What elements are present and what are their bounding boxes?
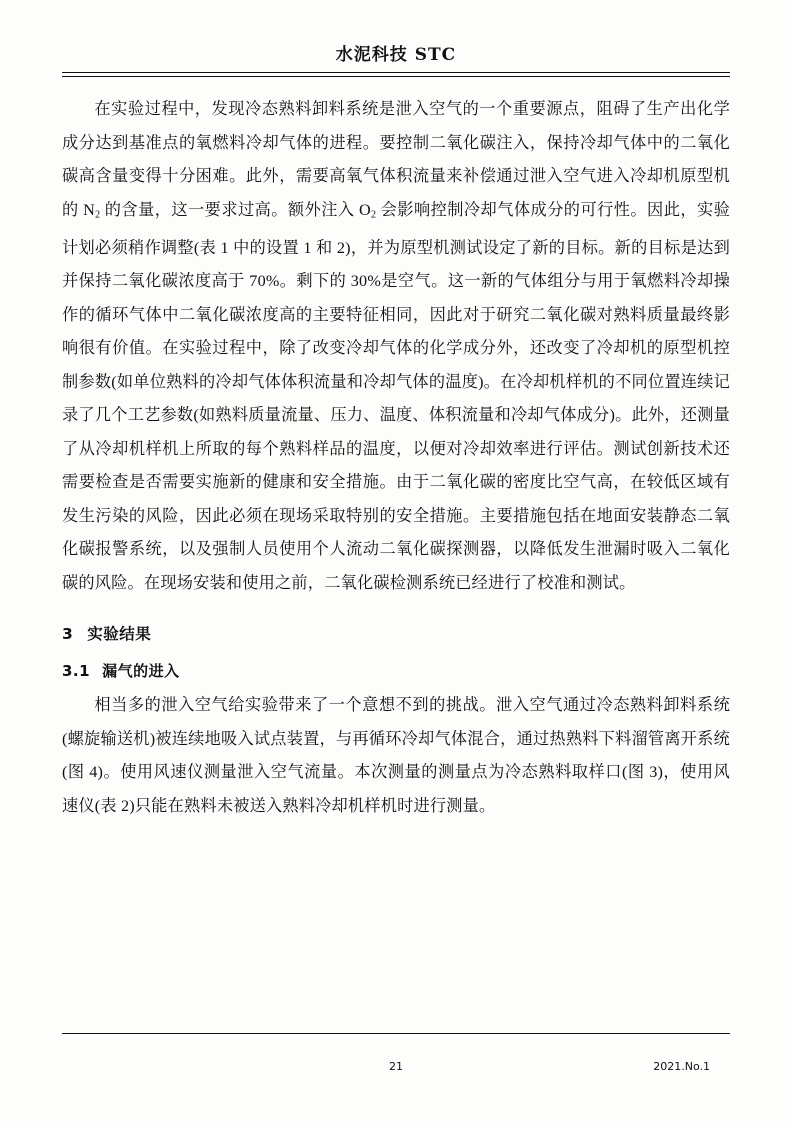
body-text [62, 93, 730, 600]
page-content [62, 40, 730, 1080]
subsection-heading-3-1 [62, 660, 730, 681]
header-title: 水泥科技 STC [335, 45, 457, 65]
header-rule-thin [62, 76, 730, 77]
footer-page-number: 21 [389, 1060, 403, 1073]
body-text-section-3-1 [62, 689, 730, 823]
footer-rule [62, 1033, 730, 1034]
paragraph-intro-part3: 会影响控制冷却气体成分的可行性。因此，实验计划必须稍作调整(表 1 中的设置 1 和 2)，并为原型机测试设定了新的目标。新的目标是达到并保持二氧化碳浓度高于 70%。剩下的 30%是空气。这一新的气体组分与用于氧燃料冷却操作的循环气体中二氧化碳浓度高的主要特征相同，因此对于研究二氧化碳对熟料质量最终影响很有价值。在实验过程中，除了改变冷却气体的化学成分外，还改变了冷却机的原型机控制参数(如单位熟料的冷却气体体积流量和冷却气体的温度)。在冷却机样机的不同位置连续记录了几个工艺参数(如熟料质量流量、压力、温度、体积流量和冷却气体成分)。此外，还测量了从冷却机样机上所取的每个熟料样品的温度，以便对冷却效率进行评估。测试创新技术还需要检查是否需要实施新的健康和安全措施。由于二氧化碳的密度比空气高，在较低区域有发生污染的风险，因此必须在现场采取特别的安全措施。主要措施包括在地面安装静态二氧化碳报警系统，以及强制人员使用个人流动二氧化碳探测器，以降低发生泄漏时吸入二氧化碳的风险。在现场安装和使用之前，二氧化碳检测系统已经进行了校准和测试。 [62, 200, 731, 592]
header-rule-thick [62, 72, 730, 73]
subsection-number-3-1: 3.1 [62, 662, 91, 680]
section-title-3: 实验结果 [87, 625, 152, 643]
chemical-n2: $N_2$ [83, 200, 101, 220]
paragraph-3-1: 相当多的泄入空气给实验带来了一个意想不到的挑战。泄入空气通过冷态熟料卸料系统(螺旋输送机)被连续地吸入试点装置，与再循环冷却气体混合，通过热熟料下料溜管离开系统(图 4)。使用风速仪测量泄入空气流量。本次测量的测量点为冷态熟料取样口(图 3)，使用风速仪(表 2)只能在熟料未被送入熟料冷却机样机时进行测量。 [62, 696, 730, 815]
paragraph-intro [62, 93, 730, 600]
chemical-o2: $O_2$ [359, 200, 377, 220]
section-number-3: 3 [62, 625, 74, 643]
subsection-title-3-1: 漏气的进入 [102, 662, 180, 680]
section-heading-3 [62, 622, 730, 644]
page-header [62, 40, 730, 72]
paragraph-intro-part2: 的含量，这一要求过高。额外注入 [104, 200, 355, 219]
footer-issue: 2021.No.1 [653, 1060, 710, 1073]
paragraph-intro-part1: 在实验过程中，发现冷态熟料卸料系统是泄入空气的一个重要源点，阻碍了生产出化学成分达到基准点的氧燃料冷却气体的进程。要控制二氧化碳注入，保持冷却气体中的二氧化碳高含量变得十分困难。此外，需要高氧气体积流量来补偿通过泄入空气进入冷却机原型机的 [62, 100, 730, 219]
